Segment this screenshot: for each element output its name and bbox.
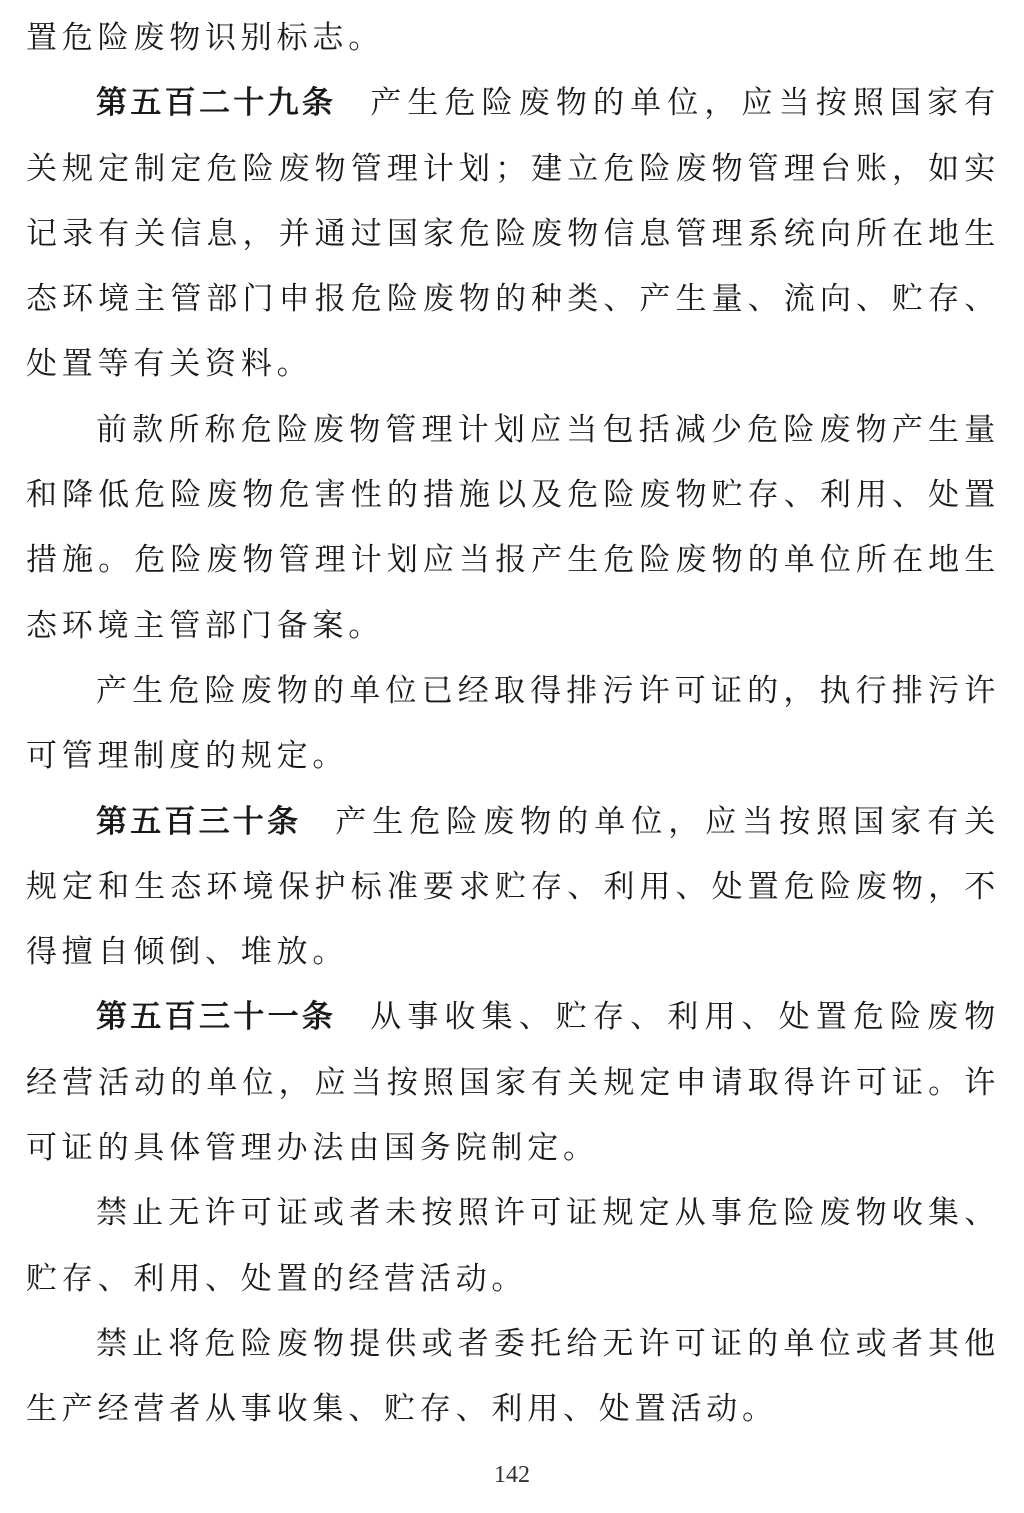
document-body: [26, 6, 1000, 1443]
paragraph: [26, 398, 1000, 659]
article-530: [26, 790, 1000, 986]
article-529: [26, 71, 1000, 397]
article-heading: 第五百二十九条: [96, 85, 337, 122]
paragraph: [26, 659, 1000, 790]
paragraph-continuation: [26, 6, 1000, 71]
paragraph-text: 置危险废物识别标志。: [26, 20, 384, 56]
paragraph-text: 从事收集、贮存、利用、处置危险废物经营活动的单位，应当按照国家有关规定申请取得许可证。许可证的具体管理办法由国务院制定。: [26, 999, 1000, 1167]
paragraph-text: 禁止将危险废物提供或者委托给无许可证的单位或者其他生产经营者从事收集、贮存、利用、处置活动。: [26, 1325, 1000, 1428]
article-heading: 第五百三十条: [96, 803, 302, 840]
paragraph-text: 禁止无许可证或者未按照许可证规定从事危险废物收集、贮存、利用、处置的经营活动。: [26, 1195, 1000, 1297]
paragraph: [26, 1312, 1000, 1443]
paragraph-text: 产生危险废物的单位，应当按照国家有关规定和生态环境保护标准要求贮存、利用、处置危险废物，不得擅自倾倒、堆放。: [26, 803, 1000, 971]
article-heading: 第五百三十一条: [96, 999, 337, 1036]
paragraph-text: 前款所称危险废物管理计划应当包括减少危险废物产生量和降低危险废物危害性的措施以及危险废物贮存、利用、处置措施。危险废物管理计划应当报产生危险废物的单位所在地生态环境主管部门备案。: [26, 411, 1000, 644]
paragraph-text: 产生危险废物的单位，应当按照国家有关规定制定危险废物管理计划；建立危险废物管理台账，如实记录有关信息，并通过国家危险废物信息管理系统向所在地生态环境主管部门申报危险废物的种类、产生量、流向、贮存、处置等有关资料。: [26, 85, 1000, 383]
article-531: [26, 985, 1000, 1181]
paragraph: [26, 1181, 1000, 1312]
paragraph-text: 产生危险废物的单位已经取得排污许可证的，执行排污许可管理制度的规定。: [26, 672, 1000, 775]
page-number: 142: [494, 1462, 530, 1488]
